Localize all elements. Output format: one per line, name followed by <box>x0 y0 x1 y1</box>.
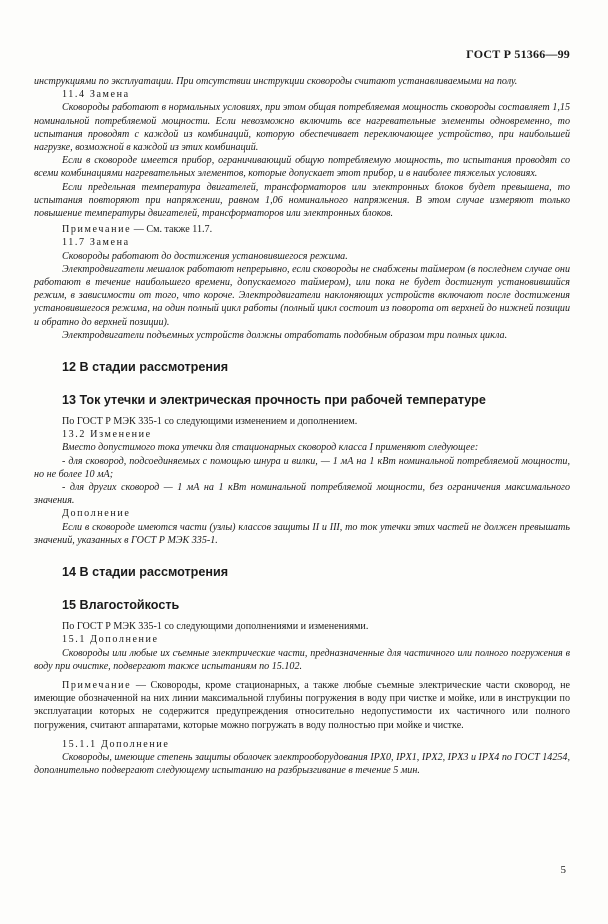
clause-label-13-2: 13.2 Изменение <box>62 429 152 441</box>
clause-label-15-1-1: 15.1.1 Дополнение <box>62 738 170 750</box>
section-heading-12: 12 В стадии рассмотрения <box>62 360 229 375</box>
note-11-4 <box>34 223 570 236</box>
clause-label-15-1: 15.1 Дополнение <box>62 634 159 646</box>
paragraph: Электродвигатели подъемных устройств должны отработать подобным образом три полных цикла. <box>62 329 508 341</box>
note-15-1 <box>34 679 570 732</box>
paragraph: Электродвигатели мешалок работают непрерывно, если сковороды не снабжены таймером (в последнем случае они работают в течение наибольшего времени, допускаемого таймером), или пока не будет достигнут установившийся режим, в зависимости от того, что короче. Электродвигатели наклоняющих устройств включают после достижения установившегося режима, на один полный цикл работы (полный цикл состоит из поворота от верхней до нижней позиции и обратно до верхней позиции). <box>34 263 570 328</box>
document-code-header: ГОСТ Р 51366—99 <box>466 47 570 61</box>
note-text: — Сковороды, кроме стационарных, а также любые съемные электрические части сковород, не имеющие обозначенной на них линии максимальной глубины погружения в воду при чистке и мойке, или в инструкции по эксплуатации которых не содержится предупреждения относительно недопустимости их частичного или полного погружения, считают аппаратами, которые можно погружать в воду полностью при мойке и чистке. <box>34 679 570 731</box>
document-body <box>34 75 570 777</box>
paragraph: Если предельная температура двигателей, трансформаторов или электронных блоков будет превышена, то испытания повторяют при напряжении, равном 1,06 номинального напряжения. В этом случае измеряют только повышение температуры двигателей, трансформаторов или электронных блоков. <box>34 181 570 220</box>
section-heading-13: 13 Ток утечки и электрическая прочность при рабочей температуре <box>62 393 486 408</box>
paragraph: По ГОСТ Р МЭК 335-1 со следующими изменением и дополнением. <box>62 416 358 428</box>
page-number: 5 <box>560 864 566 876</box>
paragraph: Если в сковороде имеются части (узлы) классов защиты II и III, то ток утечки этих частей не должен превышать значений, указанных в ГОСТ Р МЭК 335-1. <box>34 521 570 546</box>
paragraph: Сковороды, имеющие степень защиты оболочек электрооборудования IPX0, IPX1, IPX2, IPX3 и IPX4 по ГОСТ 14254, дополнительно подвергают следующему испытанию на разбрызгивание в течение 5 мин. <box>34 751 570 777</box>
list-item: - для других сковород — 1 мА на 1 кВт номинальной потребляемой мощности, без ограничения максимального значения. <box>34 482 570 507</box>
clause-label-11-7: 11.7 Замена <box>62 237 130 249</box>
paragraph: По ГОСТ Р МЭК 335-1 со следующими дополнениями и изменениями. <box>62 621 369 633</box>
note-label: Примечание <box>62 679 132 691</box>
list-item: - для сковород, подсоединяемых с помощью шнура и вилки, — 1 мА на 1 кВт номинальной потребляемой мощности, но не более 10 мА; <box>34 455 570 480</box>
paragraph: Сковороды работают до достижения установившегося режима. <box>62 250 348 262</box>
clause-label-addition: Дополнение <box>62 508 131 520</box>
section-heading-15: 15 Влагостойкость <box>62 598 180 613</box>
paragraph: Сковороды или любые их съемные электрические части, предназначенные для частичного или полного погружения в воду при очистке, подвергают также испытаниям по 15.102. <box>34 647 570 672</box>
clause-label-11-4: 11.4 Замена <box>62 89 130 101</box>
note-label: Примечание <box>62 224 132 236</box>
paragraph: Вместо допустимого тока утечки для стационарных сковород класса I применяют следующее: <box>62 442 479 454</box>
note-text: — См. также 11.7. <box>131 224 213 236</box>
paragraph: Сковороды работают в нормальных условиях, при этом общая потребляемая мощность сковороды составляет 1,15 номинальной потребляемой мощности. Если невозможно включить все нагревательные элементы одновременно, то испытания проводят с каждой из комбинаций, которую обеспечивает переключающее устройство, при наибольшей нагрузке, возможной в каждой из этих комбинаций. <box>34 102 570 154</box>
paragraph-continuation: инструкциями по эксплуатации. При отсутствии инструкции сковороды считают устанавливаемыми на полу. <box>34 76 518 87</box>
section-heading-14: 14 В стадии рассмотрения <box>62 565 229 580</box>
paragraph: Если в сковороде имеется прибор, ограничивающий общую потребляемую мощность, то испытания проводят со всеми комбинациями нагревательных элементов, которые допускает этот прибор, и в наиболее тяжелых условиях. <box>34 155 570 180</box>
